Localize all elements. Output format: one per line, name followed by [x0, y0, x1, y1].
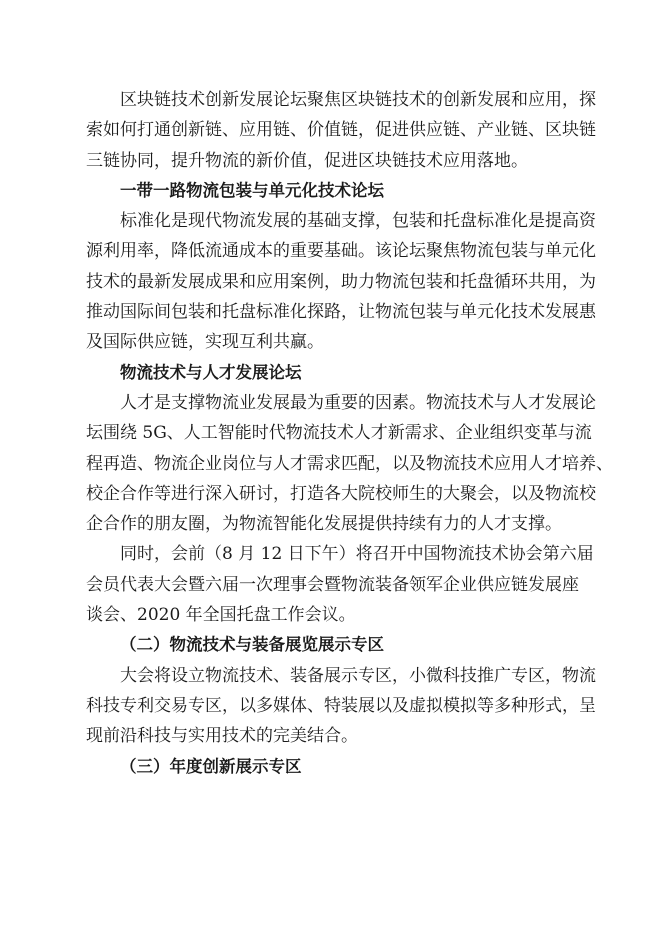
section-heading: 物流技术与人才发展论坛	[120, 362, 302, 382]
paragraph	[86, 85, 596, 176]
section-heading: （三）年度创新展示专区	[120, 756, 302, 776]
paragraph-line: 人才是支撑物流业发展最为重要的因素。物流技术与人才发展论	[120, 392, 596, 413]
paragraph-line: 科技专利交易专区，以多媒体、特装展以及虚拟模拟等多种形式，呈	[86, 695, 596, 716]
paragraph	[86, 539, 594, 630]
paragraph-line: 企合作的朋友圈，为物流智能化发展提供持续有力的人才支撑。	[86, 514, 562, 535]
paragraph-line: 现前沿科技与实用技术的完美结合。	[86, 726, 358, 747]
paragraph-line: 会员代表大会暨六届一次理事会暨物流装备领军企业供应链发展座	[86, 574, 579, 595]
paragraph-line: 索如何打通创新链、应用链、价值链，促进供应链、产业链、区块链	[86, 120, 596, 141]
paragraph-line: 标准化是现代物流发展的基础支撑，包装和托盘标准化是提高资	[120, 211, 596, 232]
paragraph-line: 同时，会前（8 月 12 日下午）将召开中国物流技术协会第六届	[120, 544, 594, 565]
paragraph-line: 三链协同，提升物流的新价值，促进区块链技术应用落地。	[86, 150, 528, 171]
document-body	[86, 85, 613, 782]
paragraph-line: 校企合作等进行深入研讨，打造各大院校师生的大聚会，以及物流校	[86, 483, 596, 504]
paragraph-line: 谈会、2020 年全国托盘工作会议。	[86, 605, 356, 626]
paragraph	[86, 388, 613, 539]
paragraph-line: 及国际供应链，实现互利共赢。	[86, 332, 324, 353]
paragraph-line: 程再造、物流企业岗位与人才需求匹配，以及物流技术应用人才培养、	[86, 453, 613, 474]
paragraph	[86, 206, 596, 357]
paragraph-line: 技术的最新发展成果和应用案例，助力物流包装和托盘循环共用，为	[86, 271, 596, 292]
paragraph	[86, 661, 596, 752]
paragraph-line: 坛围绕 5G、人工智能时代物流技术人才新需求、企业组织变革与流	[86, 423, 592, 444]
paragraph-line: 大会将设立物流技术、装备展示专区，小微科技推广专区，物流	[120, 665, 596, 686]
paragraph-line: 推动国际间包装和托盘标准化探路，让物流包装与单元化技术发展惠	[86, 302, 596, 323]
section-heading: 一带一路物流包装与单元化技术论坛	[120, 180, 384, 200]
paragraph-line: 区块链技术创新发展论坛聚焦区块链技术的创新发展和应用，探	[120, 90, 596, 110]
paragraph-line: 源利用率，降低流通成本的重要基础。该论坛聚焦物流包装与单元化	[86, 241, 596, 262]
section-heading: （二）物流技术与装备展览展示专区	[120, 635, 384, 655]
